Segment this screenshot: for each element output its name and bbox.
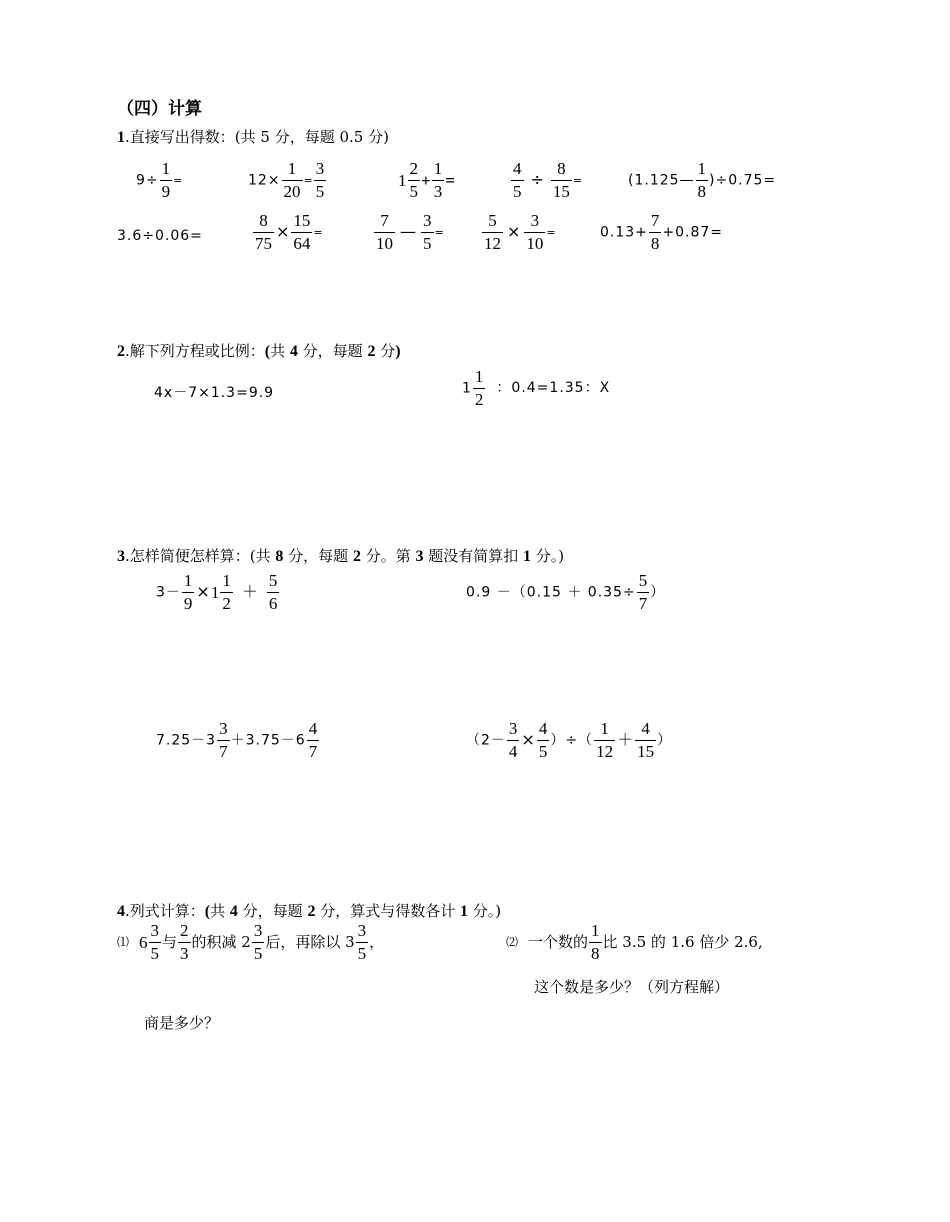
q3-expression-3: 7.25－3 $\frac{3}{7}$ ＋3.75－6 $\frac{4}{7}$ <box>156 719 318 761</box>
q4-problem-1: ⑴ 6 $\frac{3}{5}$ 与 $\frac{2}{3}$ 的积减 2 $\frac{3}{5}$ 后，再除以 3 $\frac{3}{5}$ ， <box>117 921 385 963</box>
q1-number: 1 <box>117 129 125 146</box>
q3-heading: 3.怎样简便怎样算：(共 8 分，每题 2 分。第 3 题没有简算扣 1 分。) <box>117 547 565 565</box>
q1-r1-c: 1 $\frac{2}{5}$ + $\frac{1}{3}$ = <box>398 159 455 201</box>
q4-heading: 4.列式计算：(共 4 分，每题 2 分，算式与得数各计 1 分。) <box>117 902 502 920</box>
q2-proportion-2: 1 $\frac{1}{2}$ ：0.4=1.35：X <box>462 367 611 409</box>
q2-heading: 2.解下列方程或比例：(共 4 分，每题 2 分) <box>117 342 401 360</box>
q3-expression-4: （2－ $\frac{3}{4}$ × $\frac{4}{5}$ ）÷（ $\frac{1}{12}$ ＋ $\frac{4}{15}$ ） <box>466 719 673 761</box>
q1-r2-c: $\frac{7}{10}$ — $\frac{3}{5}$ = <box>376 211 444 253</box>
q4-problem-1-line2: 商是多少？ <box>144 1014 220 1032</box>
section-title: （四）计算 <box>117 99 202 119</box>
q2-equation-1: 4x－7×1.3=9.9 <box>154 385 275 401</box>
q1-r1-a: 9÷ $\frac{1}{9}$ = <box>136 159 183 201</box>
q1-r2-e: 0.13+ $\frac{7}{8}$ +0.87= <box>600 211 724 253</box>
q1-text: .直接写出得数：(共 5 分，每题 0.5 分) <box>125 128 389 146</box>
q4-problem-2-line2: 这个数是多少？（列方程解） <box>534 978 730 996</box>
q1-r2-b: $\frac{8}{75}$ × $\frac{15}{64}$ = <box>255 211 323 253</box>
q3-expression-1: 3－ $\frac{1}{9}$ ×1 $\frac{1}{2}$ ＋ $\frac{5}{6}$ <box>156 571 278 613</box>
q3-expression-2: 0.9 －（0.15 ＋ 0.35÷ $\frac{5}{7}$ ） <box>466 571 666 613</box>
q1-r2-a: 3.6÷0.06= <box>117 228 203 245</box>
q4-problem-2: ⑵ 一个数的 $\frac{1}{8}$ 比 3.5 的 1.6 倍少 2.6, <box>506 921 763 963</box>
q1-r1-d: $\frac{4}{5}$ ÷ $\frac{8}{15}$ = <box>513 159 583 201</box>
q1-heading <box>117 126 389 147</box>
q1-r2-d: $\frac{5}{12}$ × $\frac{3}{10}$ = <box>484 211 556 253</box>
q1-r1-b: 12× $\frac{1}{20}$ = $\frac{3}{5}$ <box>248 159 325 201</box>
q1-r1-e: (1.125— $\frac{1}{8}$ )÷0.75= <box>628 159 777 201</box>
